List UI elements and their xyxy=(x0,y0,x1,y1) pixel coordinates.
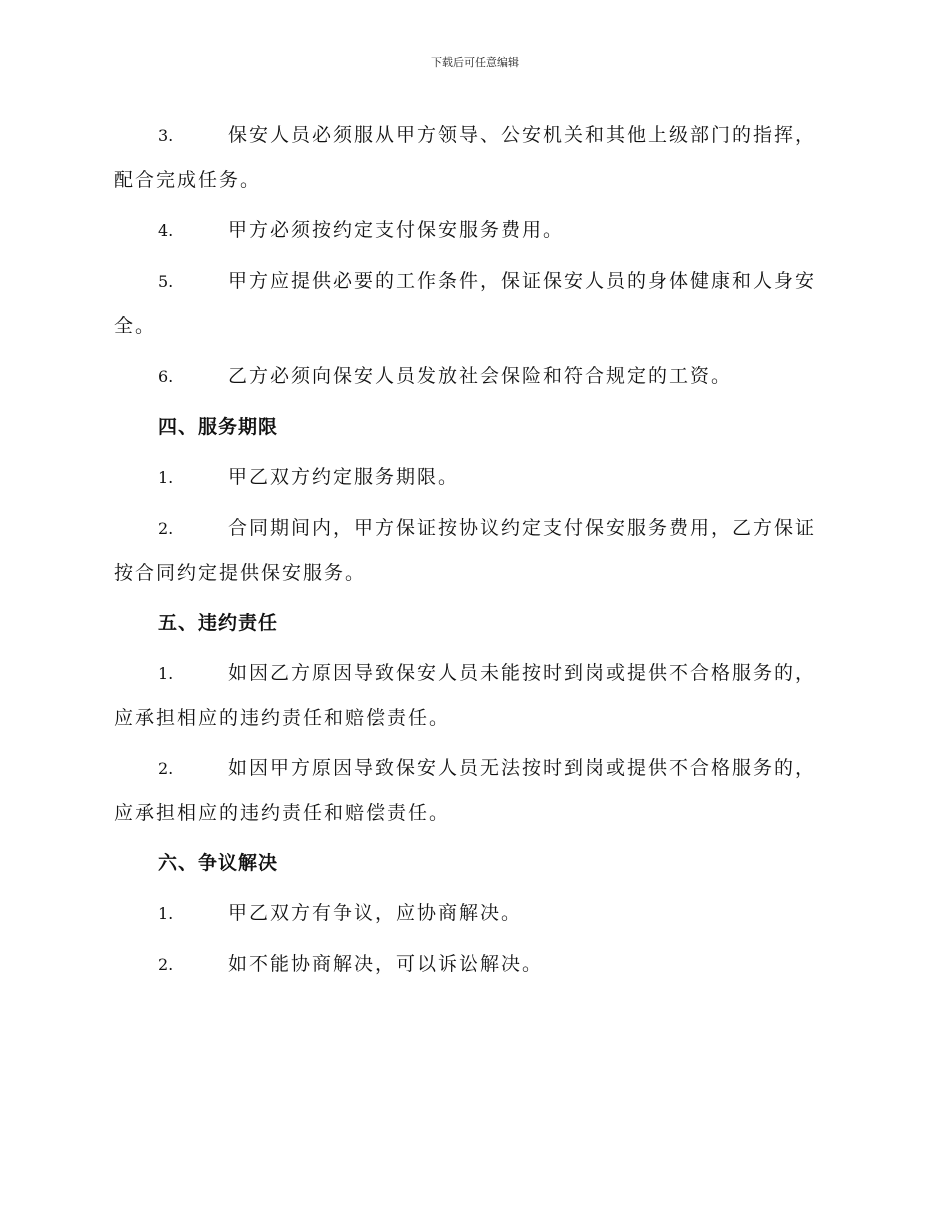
item-number: 1. xyxy=(158,664,174,683)
item-number: 5. xyxy=(158,272,174,291)
list-item xyxy=(114,113,834,202)
item-number: 2. xyxy=(158,519,174,538)
item-text: 甲方应提供必要的工作条件，保证保安人员的身体健康和人身安全。 xyxy=(114,270,817,337)
item-number: 2. xyxy=(158,759,174,778)
list-item xyxy=(114,506,834,595)
list-item xyxy=(114,455,834,500)
item-text: 合同期间内，甲方保证按协议约定支付保安服务费用，乙方保证按合同约定提供保安服务。 xyxy=(114,517,817,584)
list-item xyxy=(114,354,834,399)
list-item xyxy=(114,651,834,740)
item-number: 1. xyxy=(158,468,174,487)
item-text: 乙方必须向保安人员发放社会保险和符合规定的工资。 xyxy=(228,365,733,387)
list-item xyxy=(114,942,834,987)
item-text: 保安人员必须服从甲方领导、公安机关和其他上级部门的指挥，配合完成任务。 xyxy=(114,124,817,191)
list-item xyxy=(114,746,834,835)
item-text: 如因乙方原因导致保安人员未能按时到岗或提供不合格服务的，应承担相应的违约责任和赔偿责任。 xyxy=(114,662,817,729)
list-item xyxy=(114,891,834,936)
item-text: 如因甲方原因导致保安人员无法按时到岗或提供不合格服务的，应承担相应的违约责任和赔偿责任。 xyxy=(114,757,817,824)
list-item xyxy=(114,208,834,253)
item-number: 6. xyxy=(158,367,174,386)
item-number: 3. xyxy=(158,126,174,145)
item-number: 4. xyxy=(158,221,174,240)
list-item xyxy=(114,259,834,348)
page-header: 下载后可任意编辑 xyxy=(431,56,519,69)
item-text: 甲方必须按约定支付保安服务费用。 xyxy=(228,219,565,241)
item-number: 2. xyxy=(158,955,174,974)
item-number: 1. xyxy=(158,904,174,923)
document-body xyxy=(114,113,834,993)
section-heading: 六、争议解决 xyxy=(158,852,279,874)
section-heading: 五、违约责任 xyxy=(158,612,279,634)
item-text: 甲乙双方约定服务期限。 xyxy=(228,466,460,488)
item-text: 如不能协商解决，可以诉讼解决。 xyxy=(228,953,544,975)
section-heading: 四、服务期限 xyxy=(158,416,279,438)
item-text: 甲乙双方有争议，应协商解决。 xyxy=(228,902,523,924)
